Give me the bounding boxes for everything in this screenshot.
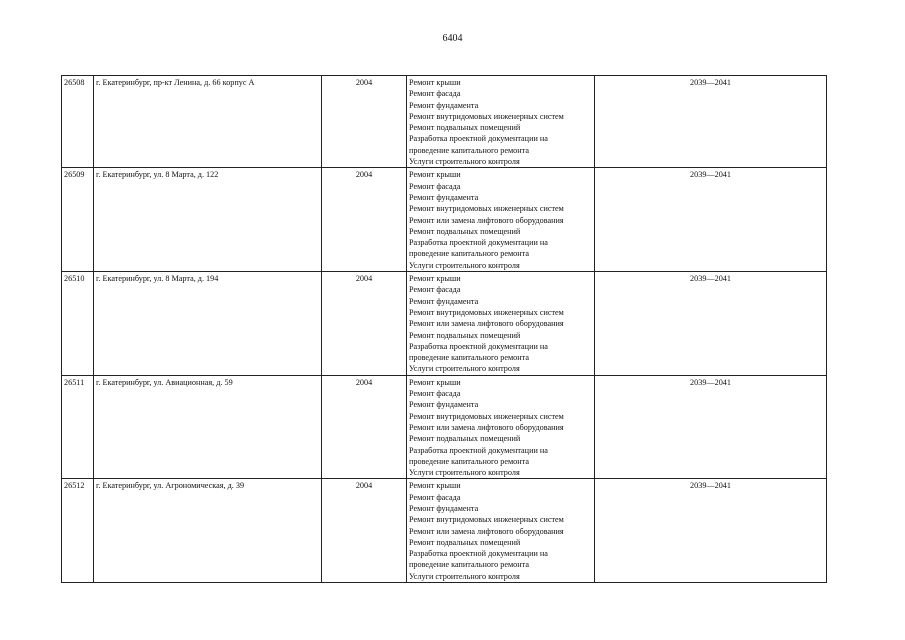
row-number: 26509 xyxy=(62,168,94,272)
works-cell xyxy=(407,76,595,168)
page-number: 6404 xyxy=(442,33,463,44)
year-cell: 2004 xyxy=(322,479,407,583)
work-item: Ремонт внутридомовых инженерных систем xyxy=(409,204,564,214)
work-item: проведение капитального ремонта xyxy=(409,145,529,155)
work-item: проведение капитального ремонта xyxy=(409,353,529,363)
year-cell: 2004 xyxy=(322,168,407,272)
table-row xyxy=(62,375,827,479)
address-cell: г. Екатеринбург, ул. Агрономическая, д. 39 xyxy=(94,479,322,583)
works-cell xyxy=(407,375,595,479)
row-number: 26512 xyxy=(62,479,94,583)
address-cell: г. Екатеринбург, пр-кт Ленина, д. 66 корпус А xyxy=(94,76,322,168)
period-cell: 2039—2041 xyxy=(595,479,827,583)
address-cell: г. Екатеринбург, ул. 8 Марта, д. 122 xyxy=(94,168,322,272)
repair-schedule-table xyxy=(61,75,827,583)
work-item: Услуги строительного контроля xyxy=(409,364,520,374)
work-item: Ремонт фасада xyxy=(409,492,461,502)
work-item: Ремонт фундамента xyxy=(409,503,479,513)
period-cell: 2039—2041 xyxy=(595,168,827,272)
works-cell xyxy=(407,479,595,583)
year-cell: 2004 xyxy=(322,272,407,376)
work-item: Ремонт подвальных помещений xyxy=(409,330,521,340)
work-item: Услуги строительного контроля xyxy=(409,468,520,478)
work-item: Ремонт фасада xyxy=(409,181,461,191)
row-number: 26508 xyxy=(62,76,94,168)
work-item: Ремонт подвальных помещений xyxy=(409,434,521,444)
work-item: Ремонт фундамента xyxy=(409,100,479,110)
work-item: Ремонт крыши xyxy=(409,170,461,180)
work-item: Ремонт крыши xyxy=(409,481,461,491)
works-cell xyxy=(407,272,595,376)
work-item: Ремонт или замена лифтового оборудования xyxy=(409,319,564,329)
period-cell: 2039—2041 xyxy=(595,272,827,376)
row-number: 26510 xyxy=(62,272,94,376)
work-item: Ремонт или замена лифтового оборудования xyxy=(409,422,564,432)
work-item: Ремонт подвальных помещений xyxy=(409,123,521,133)
work-item: проведение капитального ремонта xyxy=(409,249,529,259)
work-item: Ремонт или замена лифтового оборудования xyxy=(409,526,564,536)
work-item: Ремонт внутридомовых инженерных систем xyxy=(409,111,564,121)
row-number: 26511 xyxy=(62,375,94,479)
work-item: Ремонт подвальных помещений xyxy=(409,537,521,547)
address-cell: г. Екатеринбург, ул. 8 Марта, д. 194 xyxy=(94,272,322,376)
work-item: Разработка проектной документации на xyxy=(409,445,548,455)
work-item: проведение капитального ремонта xyxy=(409,456,529,466)
table-row xyxy=(62,272,827,376)
table-row xyxy=(62,479,827,583)
address-cell: г. Екатеринбург, ул. Авиационная, д. 59 xyxy=(94,375,322,479)
works-cell xyxy=(407,168,595,272)
work-item: Ремонт крыши xyxy=(409,377,461,387)
period-cell: 2039—2041 xyxy=(595,76,827,168)
work-item: Ремонт фундамента xyxy=(409,192,479,202)
year-cell: 2004 xyxy=(322,375,407,479)
work-item: Ремонт внутридомовых инженерных систем xyxy=(409,515,564,525)
work-item: Ремонт фасада xyxy=(409,389,461,399)
work-item: Ремонт крыши xyxy=(409,274,461,284)
work-item: Ремонт подвальных помещений xyxy=(409,226,521,236)
work-item: Ремонт внутридомовых инженерных систем xyxy=(409,411,564,421)
work-item: Разработка проектной документации на xyxy=(409,341,548,351)
work-item: Разработка проектной документации на xyxy=(409,549,548,559)
table-row xyxy=(62,76,827,168)
year-cell: 2004 xyxy=(322,76,407,168)
work-item: Ремонт фундамента xyxy=(409,296,479,306)
work-item: Разработка проектной документации на xyxy=(409,238,548,248)
work-item: Ремонт внутридомовых инженерных систем xyxy=(409,307,564,317)
work-item: Услуги строительного контроля xyxy=(409,157,520,167)
work-item: Ремонт фасада xyxy=(409,89,461,99)
work-item: Разработка проектной документации на xyxy=(409,134,548,144)
table-row xyxy=(62,168,827,272)
work-item: Услуги строительного контроля xyxy=(409,571,520,581)
work-item: Ремонт или замена лифтового оборудования xyxy=(409,215,564,225)
period-cell: 2039—2041 xyxy=(595,375,827,479)
work-item: Ремонт фасада xyxy=(409,285,461,295)
work-item: проведение капитального ремонта xyxy=(409,560,529,570)
work-item: Услуги строительного контроля xyxy=(409,260,520,270)
table-body xyxy=(62,76,827,583)
work-item: Ремонт крыши xyxy=(409,78,461,87)
work-item: Ремонт фундамента xyxy=(409,400,479,410)
